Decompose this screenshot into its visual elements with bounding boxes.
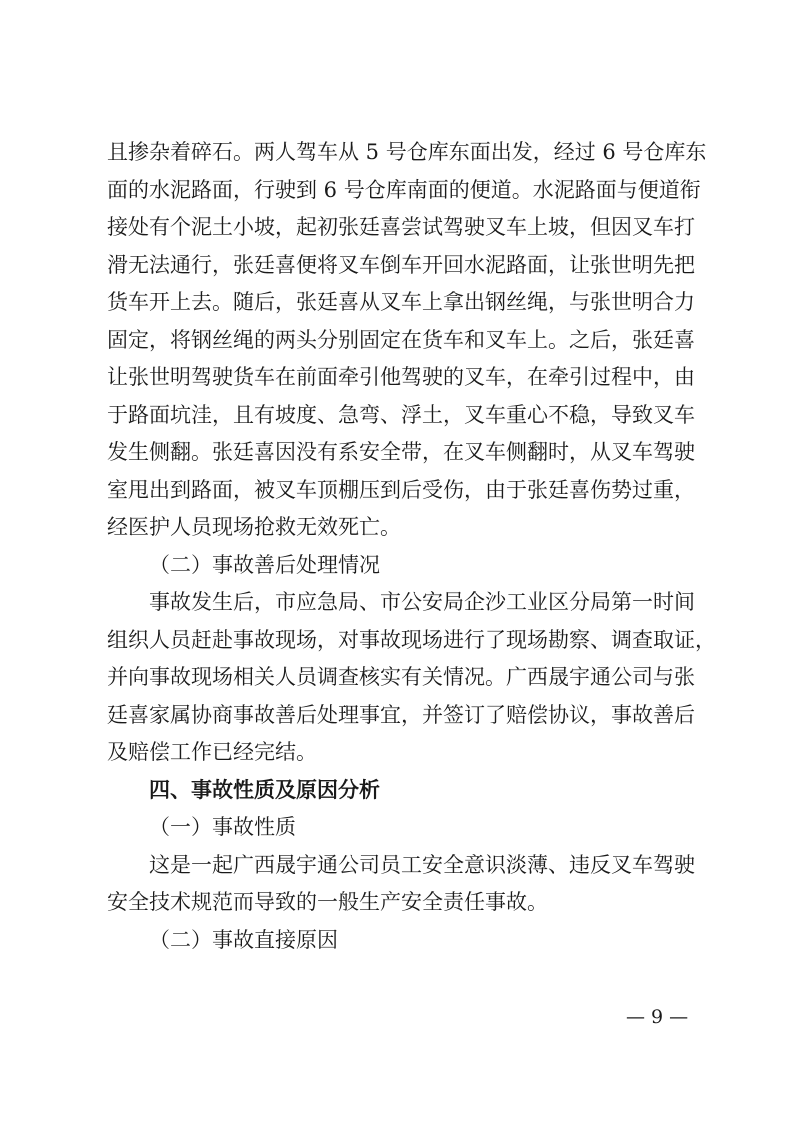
paragraph-line: 廷喜家属协商事故善后处理事宜，并签订了赔偿协议，事故善后	[107, 702, 695, 727]
paragraph-line: 面的水泥路面，行驶到 6 号仓库南面的便道。水泥路面与便道衔	[107, 177, 701, 202]
paragraph-line: 组织人员赶赴事故现场，对事故现场进行了现场勘察、调查取证，	[107, 627, 716, 652]
paragraph-line: 固定，将钢丝绳的两头分别固定在货车和叉车上。之后，张廷喜	[107, 327, 695, 352]
paragraph-line: 货车开上去。随后，张廷喜从叉车上拿出钢丝绳，与张世明合力	[107, 290, 695, 314]
subheading-direct-cause: （二）事故直接原因	[149, 927, 338, 952]
subheading-nature: （一）事故性质	[149, 815, 296, 839]
paragraph-line: 经医护人员现场抢救无效死亡。	[107, 515, 401, 539]
paragraph-nature	[107, 847, 695, 922]
paragraph-line: 及赔偿工作已经完结。	[107, 740, 317, 764]
paragraph-line: 让张世明驾驶货车在前面牵引他驾驶的叉车，在牵引过程中，由	[107, 365, 695, 389]
paragraph-accident-process	[107, 134, 707, 547]
subheading-aftermath: （二）事故善后处理情况	[149, 552, 380, 577]
paragraph-line: 滑无法通行，张廷喜便将叉车倒车开回水泥路面，让张世明先把	[107, 252, 695, 277]
paragraph-line: 且掺杂着碎石。两人驾车从 5 号仓库东面出发，经过 6 号仓库东	[107, 140, 707, 164]
paragraph-line: 发生侧翻。张廷喜因没有系安全带，在叉车侧翻时，从叉车驾驶	[107, 440, 695, 464]
paragraph-line: 这是一起广西晟宇通公司员工安全意识淡薄、违反叉车驾驶	[149, 852, 695, 877]
paragraph-line: 接处有个泥土小坡，起初张廷喜尝试驾驶叉车上坡，但因叉车打	[107, 215, 695, 239]
section-heading-nature-and-cause: 四、事故性质及原因分析	[149, 777, 380, 802]
paragraph-aftermath	[107, 584, 716, 772]
paragraph-line: 室甩出到路面，被叉车顶棚压到后受伤，由于张廷喜伤势过重，	[107, 477, 695, 502]
paragraph-line: 事故发生后，市应急局、市公安局企沙工业区分局第一时间	[149, 590, 695, 614]
paragraph-line: 并向事故现场相关人员调查核实有关情况。广西晟宇通公司与张	[107, 665, 695, 689]
document-body	[107, 134, 716, 959]
paragraph-line: 于路面坑洼，且有坡度、急弯、浮土，叉车重心不稳，导致叉车	[107, 402, 695, 427]
page-number: — 9 —	[626, 1006, 689, 1028]
paragraph-line: 安全技术规范而导致的一般生产安全责任事故。	[107, 890, 548, 914]
